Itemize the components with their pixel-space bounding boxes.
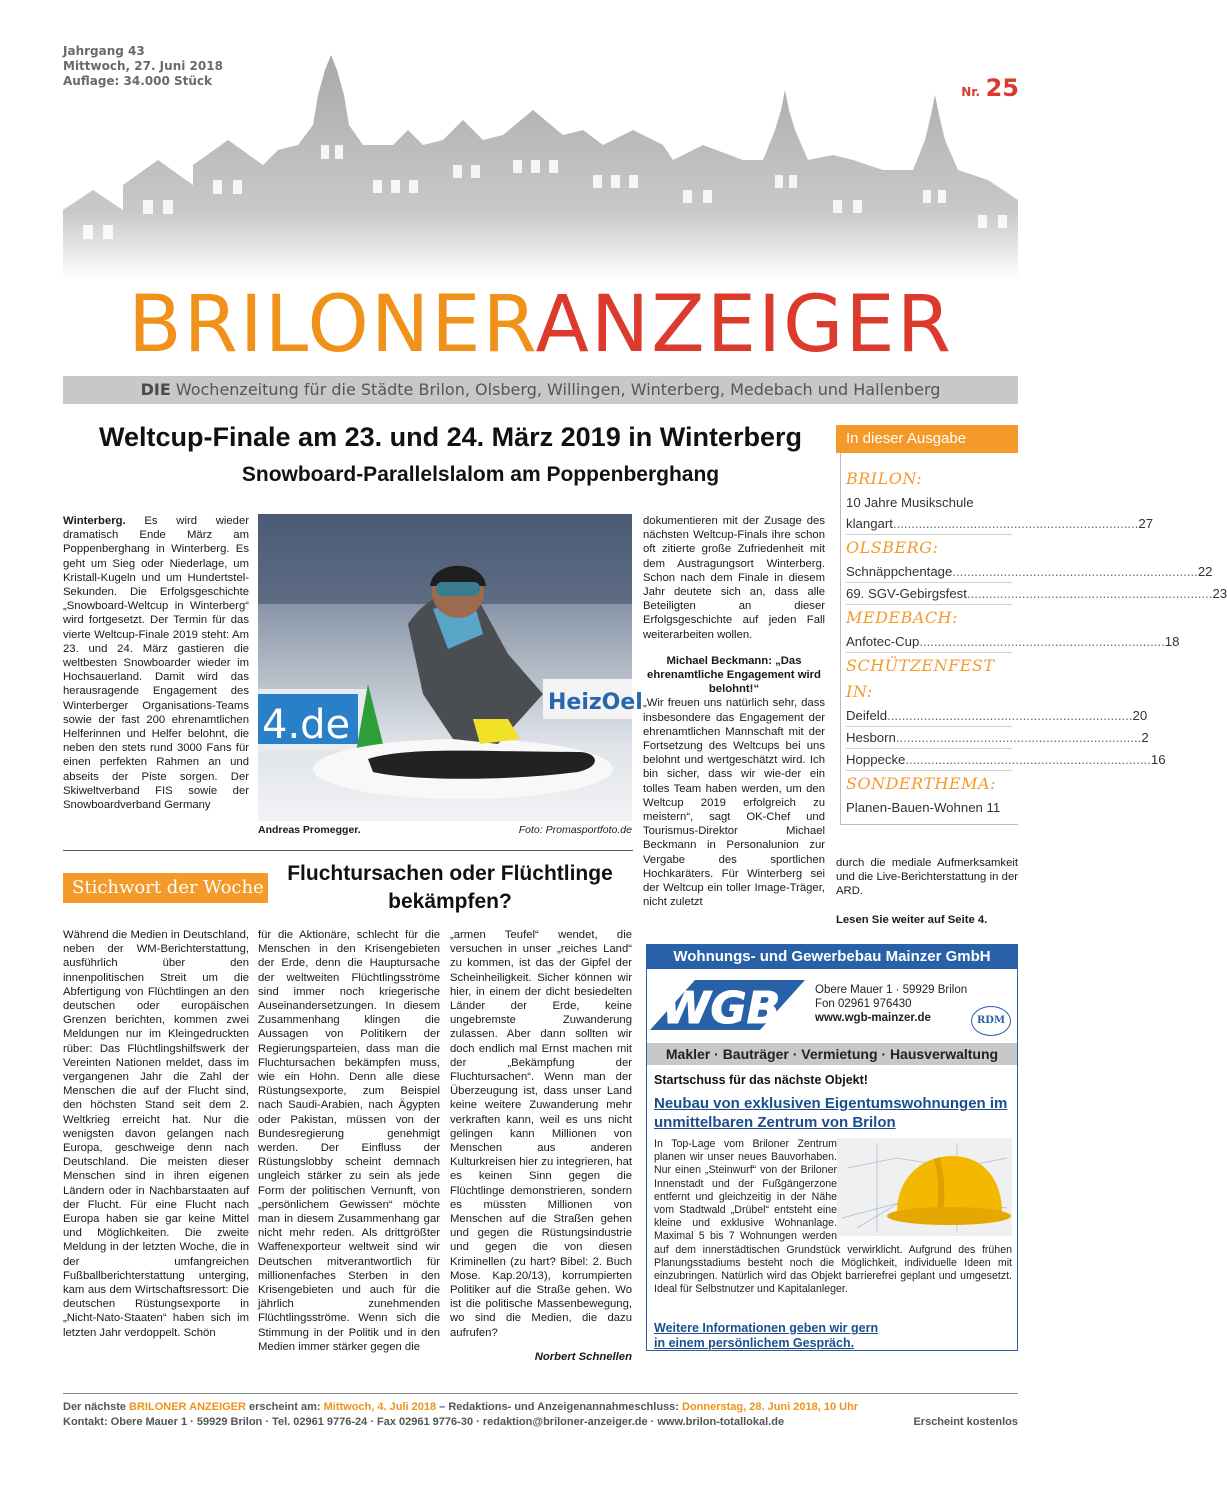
opinion-column-2: für die Aktionäre, schlecht für die Menschen in den Krisengebieten der Erde, denn die Hauptursache der weltweiten Flüchtlingsströme sind immer noch kriegerische Auseinandersetzungen. In diesem Zusammenhang klingen die Aussagen von Politikern der Regierungsparteien, dass man die Fluchtursachen bekämpfen muss, wie ein Hohn. Denn alle diese Rüstungsexporte, zum Beispiel nach Saudi-Arabien, nach Ägypten oder Pakistan, müssen von der Bundesregierung genehmigt werden. Der Einfluss der Rüstungslobby scheint demnach ungleich stärker zu sein als jede Form der politischen Vernunft, von „persönlichem Gewissen“ möchte man in diesem Zusammenhang gar nicht mehr reden. Als drittgrößter Waffenexporteur weltweit sind wir Deutschen mitverantwortlich für millionenfaches Sterben in den Krisengebieten und auch für die jährlich zunehmenden Flüchtlingsströme. Wenn sich die Stimmung in der Politik und in den Medien immer stärker gegen die [258, 929, 440, 1353]
footer-rule [63, 1393, 1018, 1394]
ad-address: Obere Mauer 1 · 59929 Brilon Fon 02961 976430 www.wgb-mainzer.de [815, 984, 968, 1024]
toc-item: Hoppecke ..... 16 [846, 749, 1012, 771]
continue-note: Lesen Sie weiter auf Seite 4. [836, 913, 988, 926]
town-skyline-illustration [63, 50, 1018, 280]
lead-column-3: dokumentieren mit der Zusage des nächsten Weltcup-Finals ihre schon oft zitierte große Zufriedenheit mit dem Austragungsort Winterberg. Schon nach dem Finale in diesem Jahr deutete sich an, dass alle Beteiligten an dieser Erfolgsgeschichte auf jeden Fall weiterarbeiten wollen. Michael Beckmann: „Das ehrenamtliche Engagement wird belohnt!“ „Wir freuen uns natürlich sehr, dass insbesondere das Engagement der ehrenamtlichen Mannschaft mit der Fortsetzung des Weltcups bei uns belohnt und wertgeschätzt wird. Ich bin sicher, dass wir wie-der ein tolles Team haben werden, um den Weltcup 2019 erfolgreich zu meistern“, sagt OK-Chef und Tourismus-Direktor Michael Beckmann in Personalunion zur Vergabe des sportlichen Hochkaräters. Für Winterberg sei der Weltcup ein toller Image-Träger, nicht zuletzt [643, 515, 825, 909]
toc-item: Planen-Bauen-Wohnen 11 [846, 800, 1001, 815]
ad-company-name: Wohnungs- und Gewerbebau Mainzer GmbH [647, 945, 1017, 969]
quote-subhead: Michael Beckmann: „Das ehrenamtliche Engagement wird belohnt!“ [647, 654, 821, 696]
hardhat-illustration [837, 1138, 1012, 1236]
volume: Jahrgang 43 [63, 44, 145, 58]
circulation: Auflage: 34.000 Stück [63, 74, 213, 88]
toc-item: Anfotec-Cup ..... 18 [846, 631, 1012, 653]
issue-number: Nr. 25 [961, 74, 1019, 102]
rdm-badge: RDM [971, 1006, 1011, 1036]
photo-credit: Foto: Promasportfoto.de [518, 824, 632, 836]
toc-section-schuetzenfest: SCHÜTZENFEST IN: [846, 656, 995, 701]
wgb-logo [650, 975, 805, 1035]
snowboarder-illustration [258, 514, 643, 821]
toc-item: Hesborn ..... 2 [846, 727, 1012, 749]
footer [63, 1400, 1018, 1430]
opinion-column-1: Während die Medien in Deutschland, neben der WM-Berichterstattung, ausführlich über den innenpolitischen Streit um die Abfertigung von Flüchtlingen an den deutschen oder europäischen Grenzen berichten, kommen zwei Meldungen nur im Kleingedruckten rüber: Das Flüchtlingshilfswerk der Vereinten Nationen meldet, dass im vergangenen Jahr die Zahl der Menschen die auf der Flucht sind, den höchsten Stand seit dem 2. Weltkrieg erreicht hat. Nur die wenigsten davon gelangen nach Europa, geschweige denn nach Deutschland. Die meisten dieser Menschen sind in ihren eigenen Ländern oder in Nachbarstaaten auf der Flucht. Für eine Flucht nach Europa haben sie gar keine Mittel und Möglichkeiten. Die zweite Meldung in der letzten Woche, die in der umfangreichen Fußballberichterstattung unterging, kam aus dem Wirtschaftsressort: Die deutschen Rüstungsexporte in „Nicht-Nato-Staaten“ haben sich im letzten Jahr verdoppelt. Schön [63, 929, 249, 1339]
ad-kicker: Startschuss für das nächste Objekt! [654, 1073, 868, 1087]
toc-item: 10 Jahre Musikschule [846, 495, 974, 510]
dateline: Winterberg. [63, 515, 126, 527]
tagline-bar: DIE Wochenzeitung für die Städte Brilon, Olsberg, Willingen, Winterberg, Medebach und Hallenberg [63, 376, 1018, 404]
logo-text: WGB [662, 983, 781, 1034]
lead-headline: Weltcup-Finale am 23. und 24. März 2019 in Winterberg [99, 422, 802, 452]
column-label: Stichwort der Woche [63, 873, 268, 903]
lead-column-4: durch die mediale Aufmerksamkeit und die Live-Berichterstattung in der ARD. Lesen Sie weiter auf Seite 4. [836, 857, 1018, 926]
lead-subheadline: Snowboard-Parallelslalom am Poppenberghang [241, 463, 720, 486]
toc-section-medebach: MEDEBACH: [846, 608, 958, 627]
ad-contact-cta: Weitere Informationen geben wir gern in einem persönlichem Gespräch. [654, 1321, 879, 1350]
toc-item: klangart ..... 27 [846, 513, 1012, 535]
newspaper-title: BRILONERANZEIGER [128, 280, 953, 370]
issue-date: Mittwoch, 27. Juni 2018 [63, 59, 223, 73]
toc-item: 69. SGV-Gebirgsfest ..... 23 [846, 583, 1012, 605]
section-divider [63, 850, 633, 851]
helmet-image [837, 1138, 1012, 1236]
ad-website: www.wgb-mainzer.de [815, 1012, 931, 1024]
banner-left-text: 4.de [262, 702, 351, 748]
opinion-column-3: „armen Teufel“ wendet, die versuchen in unser „reiches Land“ zu kommen, ist das der Gipfel der Scheinheiligkeit. Sicher können wir hier, in einem der dicht besiedelten Länder der Erde, keine ungebremste Zuwanderung zulassen. Aber dann sollten wir doch endlich mal Ernst machen mit der „Bekämpfung der Fluchtursachen“. Wenn man der Überzeugung ist, dass unser Land keine weitere Zuwanderung mehr verkraften kann, weil es uns nicht gelingen kann Millionen von Menschen aus anderen Kulturkreisen hier zu integrieren, hat es keinen Sinn gegen die Flüchtlinge demonstrieren, sondern es müssten Millionen von Menschen auf die Straßen gehen und gegen die Rüstungsindustrie und gegen die von diesen Kriminellen (zu hart? Bibel: 2. Buch Mose. Kap.20/13), korrumpierten Politiker auf die Straße gehen. Wo ist die politische Massenbewegung, wo sind die Medien, die dazu aufrufen? Norbert Schnellen [450, 929, 632, 1363]
toc-item: Schnäppchentage ..... 22 [846, 561, 1012, 583]
contents-list [846, 466, 1227, 818]
toc-section-sonderthema: SONDERTHEMA: [846, 774, 996, 793]
banner-right-text: HeizOel [548, 690, 643, 715]
contents-title: In dieser Ausgabe [836, 425, 1018, 453]
author-name: Norbert Schnellen [534, 1350, 632, 1363]
snowboarder-photo [258, 514, 643, 821]
footer-contact: Kontakt: Obere Mauer 1 · 59929 Brilon · Tel. 02961 9776-24 · Fax 02961 9776-30 · redaktion@briloner-anzeiger.de · www.brilon-totallokal.de Erscheint kostenlos [63, 1416, 1018, 1428]
ad-body-text: In Top-Lage vom Briloner Zentrum planen wir unser neues Bauvorhaben. Nur einen „Steinwurf“ von der Briloner Innenstadt und der Fußgängerzone entfernt und gleichzeitig in der Nähe vom Stadtwald „Drübel“ entsteht eine kleine und exklusive Wohnanlage. Maximal 5 bis 7 Wohnungen werden auf dem innerstädtischen Grundstück verwirklicht. Aufgrund des frühen Planungsstadiums besteht noch die Möglichkeit, individuelle Ideen mit einzubringen. Natürlich wird das Objekt barrierefrei geplant und umgesetzt. Ideal für Selbstnutzer und Kapitalanleger. [654, 1138, 1012, 1296]
toc-section-olsberg: OLSBERG: [846, 538, 939, 557]
ad-headline: Neubau von exklusiven Eigentumswohnungen im unmittelbaren Zentrum von Brilon [654, 1095, 1008, 1131]
opinion-headline: Fluchtursachen oder Flüchtlinge bekämpfen? [287, 862, 613, 913]
footer-next-issue: Der nächste BRILONER ANZEIGER erscheint am: Mittwoch, 4. Juli 2018 – Redaktions- und Anzeigenannahmeschluss: Donnerstag, 28. Juni 2018, 10 Uhr [63, 1401, 859, 1413]
lead-column-1: Winterberg. Es wird wieder dramatisch Ende März am Poppenberghang in Winterberg. Es geht um Sieg oder Niederlage, um Kristall-Kugeln und um Hundertstel-Sekunden. Die Erfolgsgeschichte „Snowboard-Weltcup in Winterberg“ wird fortgesetzt. Der Termin für das vierte Weltcup-Finale 2019 steht: Am 23. und 24. März gastieren die weltbesten Snowboarder wieder im Hochsauerland. Damit wird das herausragende Engagement des Winterberger Organisations-Teams sowie der fast 200 ehrenamtlichen Helferinnen und Helfer belohnt, die neben den stets rund 3000 Fans für einen perfekten Rahmen an und abseits der Piste sorgen. Der Skiweltverband FIS sowie der Snowboardverband Germany [63, 515, 249, 812]
toc-item: Deifeld ..... 20 [846, 705, 1012, 727]
toc-section-brilon: BRILON: [846, 469, 923, 488]
ad-services: Makler · Bauträger · Vermietung · Hausverwaltung [647, 1043, 1017, 1065]
photo-caption: Andreas Promegger. Foto: Promasportfoto.de [258, 824, 632, 836]
